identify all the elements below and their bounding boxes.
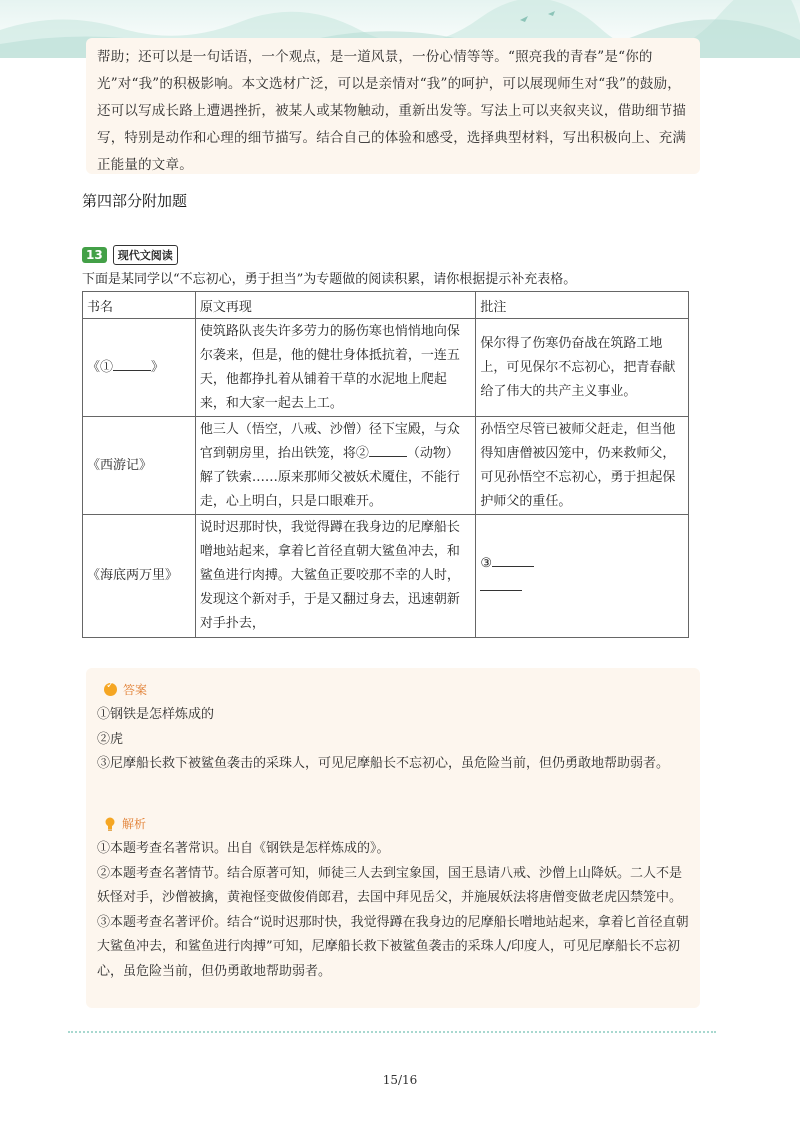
lightbulb-icon (104, 817, 116, 831)
header-original: 原文再现 (195, 292, 475, 319)
question-intro: 下面是某同学以“不忘初心，勇于担当”为专题做的阅读积累，请你根据提示补充表格。 (82, 272, 577, 287)
book-suffix: 》 (151, 359, 165, 375)
book-prefix: 《① (87, 359, 114, 375)
reading-table (82, 291, 689, 638)
answer-label (104, 681, 147, 698)
list-item: ②本题考查名著情节。结合原著可知，师徒三人去到宝象国，国王恳请八戒、沙僧上山降妖。二人不是妖怪对手，沙僧被擒，黄袍怪变做俊俏郎君，去国中拜见岳父，并施展妖法将唐僧变做老虎囚禁笼中。 (97, 865, 683, 905)
answer-blank-1[interactable] (113, 357, 151, 371)
list-item: ③本题考查名著评价。结合“说时迟那时快，我觉得蹲在我身边的尼摩船长噌地站起来，拿着匕首径直朝大鲨鱼冲去，和鲨鱼进行肉搏”可知，尼摩船长救下被鲨鱼袭击的采珠人/印度人，可见尼摩船长不忘初心，虽危险当前，但仍勇敢地帮助弱者。 (97, 914, 689, 979)
original-cell (195, 417, 475, 515)
note-prefix: ③ (480, 556, 492, 571)
section-heading: 第四部分附加题 (82, 192, 188, 210)
page-number: 15/16 (382, 1073, 418, 1087)
original-before: 他三人（悟空，八戒、沙僧）径下宝殿，与众官到朝房里，抬出铁笼，将② (199, 421, 460, 461)
answer-blank-3b[interactable] (480, 577, 522, 591)
book-cell: 《海底两万里》 (83, 515, 196, 638)
list-item: ①钢铁是怎样炼成的 (97, 707, 215, 722)
note-cell (476, 515, 689, 638)
table-row (83, 417, 689, 515)
question-type-tag: 现代文阅读 (113, 245, 178, 265)
answer-blank-2[interactable] (369, 443, 407, 457)
note-cell: 保尔得了伤寒仍奋战在筑路工地上，可见保尔不忘初心，把青春献给了伟大的共产主义事业。 (476, 319, 689, 417)
list-item: ②虎 (97, 731, 124, 747)
original-cell: 使筑路队丧失许多劳力的肠伤寒也悄悄地向保尔袭来，但是，他的健壮身体抵抗着，一连五天，他都挣扎着从铺着干草的水泥地上爬起来，和大家一起去上工。 (195, 319, 475, 417)
note-cell: 孙悟空尽管已被师父赶走，但当他得知唐僧被囚笼中，仍来救师父，可见孙悟空不忘初心，勇于担起保护师父的重任。 (476, 417, 689, 515)
table-row (83, 319, 689, 417)
essay-guidance-text: 帮助；还可以是一句话语，一个观点，是一道风景，一份心情等等。“照亮我的青春”是“你的光”对“我”的积极影响。本文选材广泛，可以是亲情对“我”的呵护，可以展现师生对“我”的鼓励，还可以写成长路上遭遇挫折，被某人或某物触动，重新出发等。写法上可以夹叙夹议，借助细节描写，特别是动作和心理的细节描写。结合自己的体验和感受，选择典型材料，写出积极向上、充满正能量的文章。 (97, 49, 687, 173)
answer-blank-3a[interactable] (492, 553, 534, 567)
question-header (82, 245, 178, 265)
table-header-row (83, 292, 689, 319)
answer-list (97, 703, 692, 777)
original-cell: 说时迟那时快，我觉得蹲在我身边的尼摩船长噌地站起来，拿着匕首径直朝大鲨鱼冲去，和鲨鱼进行肉搏。大鲨鱼正要咬那不幸的人时，发现这个新对手，于是又翻过身去，迅速朝新对手扑去， (195, 515, 475, 638)
table-row (83, 515, 689, 638)
book-cell (83, 319, 196, 417)
check-badge-icon (104, 683, 117, 696)
analysis-label-text: 解析 (122, 817, 147, 831)
analysis-list (97, 837, 692, 984)
header-book: 书名 (83, 292, 196, 319)
footer-divider (68, 1031, 716, 1033)
original-after: （动物）解了铁索……原来那师父被妖术魇住，不能行走，心上明白，只是口眼难开。 (199, 445, 460, 509)
analysis-label (104, 815, 146, 832)
header-note: 批注 (476, 292, 689, 319)
list-item: ①本题考查名著常识。出自《钢铁是怎样炼成的》。 (97, 841, 390, 856)
question-number-badge: 13 (82, 247, 107, 263)
answer-label-text: 答案 (123, 683, 148, 697)
book-cell: 《西游记》 (83, 417, 196, 515)
list-item: ③尼摩船长救下被鲨鱼袭击的采珠人，可见尼摩船长不忘初心，虽危险当前，但仍勇敢地帮助弱者。 (97, 756, 670, 771)
